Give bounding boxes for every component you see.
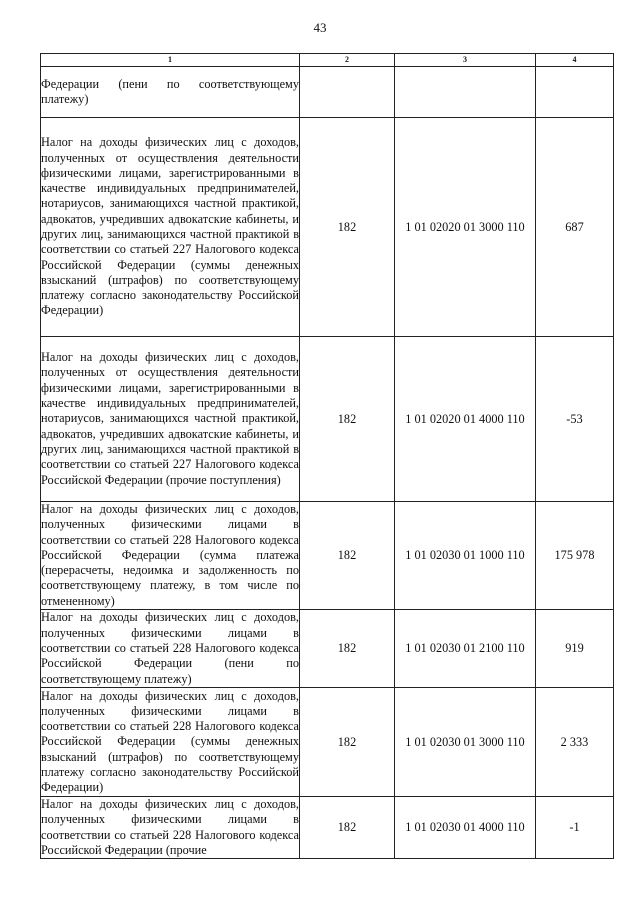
row-code: 182 — [300, 502, 395, 610]
header-col-2: 2 — [300, 54, 395, 67]
row-description: Налог на доходы физических лиц с доходов, полученных физическими лицами в соответствии со статьей 228 Налогового кодекса Российской Федерации (прочие — [41, 797, 299, 857]
row-kbk — [395, 67, 536, 118]
row-description: Налог на доходы физических лиц с доходов, полученных физическими лицами в соответствии со статьей 228 Налогового кодекса Российской Федерации (сумма платежа (перерасчеты, недоимка и задолженность по соответствующему платежу, в том числе по отмененному) — [41, 502, 299, 608]
row-description: Налог на доходы физических лиц с доходов, полученных от осуществления деятельности физическими лицами, зарегистрированными в качестве индивидуальных предпринимателей, нотариусов, занимающихся частной практикой, адвокатов, учредивших адвокатские кабинеты, и других лиц, занимающихся частной практикой в соответствии со статьей 227 Налогового кодекса Российской Федерации (суммы денежных взысканий (штрафов) по соответствующему платежу согласно законодательству Российской Федерации) — [41, 118, 300, 337]
row-kbk: 1 01 02020 01 3000 110 — [395, 118, 536, 337]
row-amount: 919 — [536, 610, 614, 688]
table-row — [41, 337, 614, 502]
row-kbk: 1 01 02020 01 4000 110 — [395, 337, 536, 502]
row-code: 182 — [300, 688, 395, 797]
table-row — [41, 118, 614, 337]
row-amount — [536, 67, 614, 118]
row-amount: 687 — [536, 118, 614, 337]
row-amount: -1 — [536, 797, 614, 859]
table-row — [41, 688, 614, 797]
row-kbk: 1 01 02030 01 2100 110 — [395, 610, 536, 688]
row-code: 182 — [300, 118, 395, 337]
table-row — [41, 502, 614, 610]
row-code: 182 — [300, 610, 395, 688]
row-code: 182 — [300, 797, 395, 859]
table-row — [41, 610, 614, 688]
header-col-1: 1 — [41, 54, 300, 67]
row-amount: 2 333 — [536, 688, 614, 797]
row-kbk: 1 01 02030 01 4000 110 — [395, 797, 536, 859]
revenue-table — [40, 53, 614, 859]
page-number: 43 — [313, 20, 327, 35]
row-description: Налог на доходы физических лиц с доходов, полученных от осуществления деятельности физическими лицами, зарегистрированными в качестве индивидуальных предпринимателей, нотариусов, занимающихся частной практикой, адвокатов, учредивших адвокатские кабинеты, и других лиц, занимающихся частной практикой в соответствии со статьей 227 Налогового кодекса Российской Федерации (прочие поступления) — [41, 337, 300, 502]
table-row — [41, 67, 614, 118]
row-code: 182 — [300, 337, 395, 502]
row-description: Федерации (пени по соответствующему платежу) — [41, 67, 300, 118]
row-kbk: 1 01 02030 01 1000 110 — [395, 502, 536, 610]
row-description: Налог на доходы физических лиц с доходов, полученных физическими лицами в соответствии со статьей 228 Налогового кодекса Российской Федерации (пени по соответствующему платежу) — [41, 610, 300, 688]
header-row — [41, 54, 614, 67]
header-col-4: 4 — [536, 54, 614, 67]
row-code — [300, 67, 395, 118]
table-row — [41, 797, 614, 859]
header-col-3: 3 — [395, 54, 536, 67]
row-description: Налог на доходы физических лиц с доходов, полученных физическими лицами в соответствии со статьей 228 Налогового кодекса Российской Федерации (суммы денежных взысканий (штрафов) по соответствующему платежу согласно законодательству Российской Федерации) — [41, 688, 300, 797]
row-kbk: 1 01 02030 01 3000 110 — [395, 688, 536, 797]
row-amount: -53 — [536, 337, 614, 502]
row-amount: 175 978 — [536, 502, 614, 610]
